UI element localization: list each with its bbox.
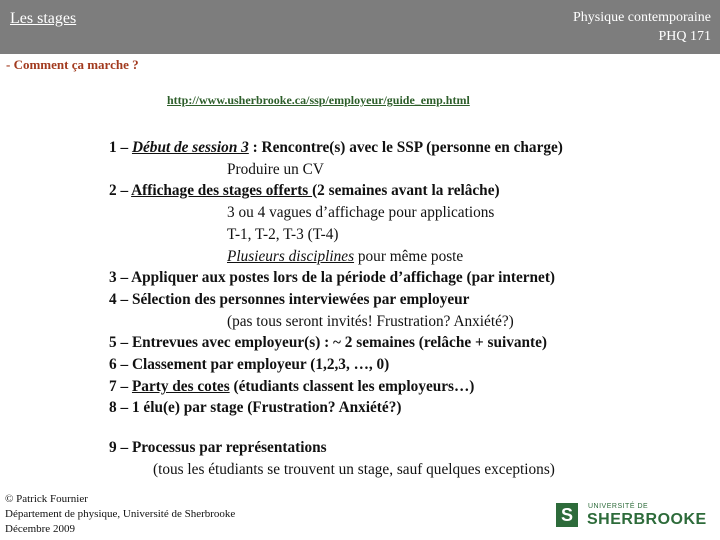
step-1: 1 – Début de session 3 : Rencontre(s) avec le SSP (personne en charge)	[109, 139, 563, 156]
course-info	[573, 8, 711, 46]
step-7-link: Party des cotes	[131, 377, 230, 395]
logo-name-text: SHERBROOKE	[587, 511, 707, 528]
step-4: 4 – Sélection des personnes interviewées par employeur	[109, 290, 470, 308]
logo-mark-icon: S	[556, 503, 578, 527]
section-subtitle: - Comment ça marche ?	[6, 57, 139, 72]
step-2: 2 – Affichage des stages offerts (2 semaines avant la relâche)	[109, 182, 500, 200]
logo-top-text: UNIVERSITÉ DE	[588, 503, 649, 510]
step-2-sub-1: 3 ou 4 vagues d’affichage pour applications	[227, 204, 495, 222]
spacer	[109, 419, 709, 437]
step-1-link: Début de session 3	[131, 139, 249, 156]
step-1-sub: Produire un CV	[227, 160, 324, 178]
step-2-link: Affichage des stages offerts	[131, 182, 313, 200]
footer-department: Département de physique, Université de Sherbrooke	[5, 508, 236, 520]
university-logo	[556, 503, 710, 531]
step-8: 8 – 1 élu(e) par stage (Frustration? Anxiété?)	[109, 399, 402, 417]
step-2-sub-2: T-1, T-2, T-3 (T-4)	[227, 225, 339, 243]
slide-header	[0, 0, 720, 54]
slide-title: Les stages	[10, 10, 77, 27]
step-5: 5 – Entrevues avec employeur(s) : ~ 2 semaines (relâche + suivante)	[109, 334, 547, 352]
step-9-sub: (tous les étudiants se trouvent un stage, sauf quelques exceptions)	[153, 460, 555, 478]
course-name: Physique contemporaine	[572, 10, 711, 25]
guide-link[interactable]: http://www.usherbrooke.ca/ssp/employeur/guide_emp.html	[167, 93, 470, 107]
step-6: 6 – Classement par employeur (1,2,3, …, 0)	[109, 356, 390, 374]
step-2-sub-3-link: Plusieurs disciplines	[227, 247, 355, 265]
footer-author: © Patrick Fournier	[5, 493, 88, 505]
course-code: PHQ 171	[658, 29, 711, 44]
step-7: 7 – Party des cotes (étudiants classent les employeurs…)	[109, 377, 475, 395]
footer-date: Décembre 2009	[5, 523, 75, 535]
steps-list	[109, 137, 709, 481]
step-3: 3 – Appliquer aux postes lors de la période d’affichage (par internet)	[109, 269, 556, 287]
step-2-sub-3: Plusieurs disciplines pour même poste	[227, 247, 464, 265]
footer-credits	[5, 492, 235, 537]
step-9: 9 – Processus par représentations	[109, 439, 327, 457]
step-4-sub: (pas tous seront invités! Frustration? Anxiété?)	[227, 312, 514, 330]
